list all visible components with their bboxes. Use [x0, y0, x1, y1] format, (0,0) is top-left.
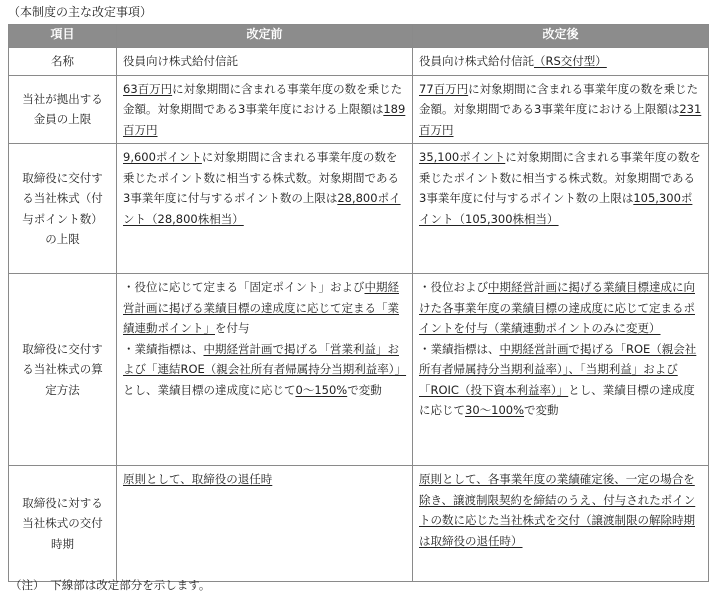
revised-text: 189百万円 [123, 102, 406, 137]
row-item-label: 当社が拠出する金員の上限 [9, 75, 117, 144]
row-before-cell [117, 274, 413, 466]
table-row [9, 144, 709, 274]
revised-text: （RS交付型） [534, 54, 607, 68]
row-after-cell [413, 274, 709, 466]
revised-text: 0～150% [295, 382, 348, 397]
revised-text: 30～100% [465, 403, 525, 417]
revised-text: 中期経営計画に掲げる業績目標達成に向けた各事業年度の業績目標の達成度に応じて定まるポイントを付与（業績連動ポイントのみに変更） [419, 280, 695, 335]
row-item-label: 名称 [9, 48, 117, 76]
row-item-label: 取締役に交付する当社株式の算定方法 [9, 274, 117, 466]
cell-text: 役員向け株式給付信託 [123, 54, 238, 68]
row-item-label: 取締役に交付する当社株式（付与ポイント数）の上限 [9, 144, 117, 274]
header-before: 改定前 [117, 25, 413, 48]
header-after: 改定後 [413, 25, 709, 48]
revised-text: 中期経営計画に掲げる業績目標の達成度に応じて定まる「業績連動ポイント」 [123, 280, 399, 335]
cell-text: に対象期間に含まれる事業年度の数を乗じた金額。対象期間である3事業年度における上限額は [419, 81, 699, 116]
cell-text: に対象期間に含まれる事業年度の数を乗じたポイント数に相当する株式数。対象期間である3事業年度に付与するポイント数の上限は [123, 150, 399, 205]
cell-text: 役員向け株式給付信託 [419, 54, 534, 68]
cell-text: で変動 [347, 382, 382, 397]
row-before-cell [117, 75, 413, 144]
revised-text: 中期経営計画で掲げる「ROE（親会社所有者帰属持分当期利益率）」、「当期利益」および「ROIC（投下資本利益率）」 [419, 341, 697, 397]
cell-text: ・役位に応じて定まる「固定ポイント」および [123, 280, 365, 294]
cell-text: ・業績指標は、 [123, 341, 204, 356]
cell-text: で変動 [524, 403, 559, 417]
revised-text: 77百万円 [419, 81, 469, 96]
cell-text: を付与 [215, 321, 250, 335]
table-row [9, 75, 709, 144]
header-item: 項目 [9, 25, 117, 48]
cell-text: とし、業績目標の達成度に応じて [123, 382, 296, 397]
revised-text: 35,100ポイント [419, 150, 506, 164]
footnote: （注） 下線部は改定部分を示します。 [10, 578, 211, 592]
row-before-cell [117, 466, 413, 582]
cell-text: とし、業績目標の達成度に応じて [419, 382, 695, 417]
revised-text: 中期経営計画で掲げる「営業利益」および「連結ROE（親会社所有者帰属持分当期利益率）」 [123, 341, 407, 376]
cell-text: に対象期間に含まれる事業年度の数を乗じたポイント数に相当する株式数。対象期間である3事業年度に付与するポイント数の上限は [419, 150, 701, 205]
revised-text: 原則として、取締役の退任時 [123, 472, 273, 486]
cell-text: ・業績指標は、 [419, 341, 500, 356]
cell-text: ・役位および [419, 280, 488, 294]
revision-table [8, 24, 709, 582]
table-caption: （本制度の主な改定事項） [8, 5, 153, 19]
table-header-row [9, 25, 709, 48]
table-row [9, 274, 709, 466]
table-row [9, 466, 709, 582]
row-after-cell [413, 75, 709, 144]
revised-text: 原則として、各事業年度の業績確定後、一定の場合を除き、譲渡制限契約を締結のうえ、付与されたポイントの数に応じた当社株式を交付（譲渡制限の解除時期は取締役の退任時） [419, 472, 696, 548]
revised-text: 231百万円 [419, 102, 702, 137]
row-after-cell [413, 48, 709, 76]
revised-text: 63百万円 [123, 81, 173, 96]
revised-text: 28,800ポイント（28,800株相当） [123, 191, 401, 226]
revised-text: 105,300ポイント（105,300株相当） [419, 191, 693, 226]
revised-text: 9,600ポイント [123, 150, 202, 164]
row-before-cell [117, 144, 413, 274]
row-after-cell [413, 466, 709, 582]
cell-text: に対象期間に含まれる事業年度の数を乗じた金額。対象期間である3事業年度における上限額は [123, 81, 403, 116]
table-body [9, 48, 709, 582]
row-item-label: 取締役に対する当社株式の交付時期 [9, 466, 117, 582]
row-after-cell [413, 144, 709, 274]
table-row [9, 48, 709, 76]
row-before-cell [117, 48, 413, 76]
